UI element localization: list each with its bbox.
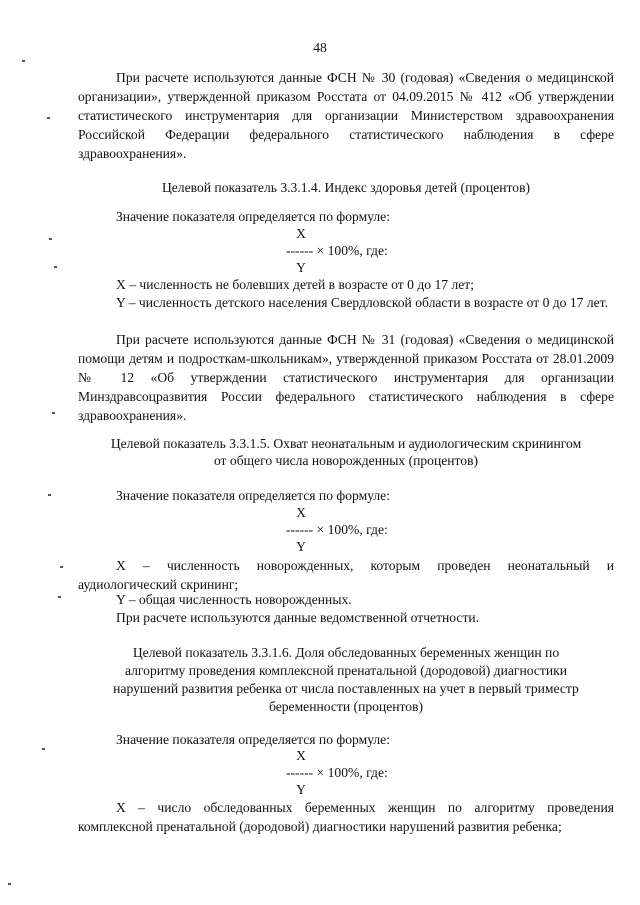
scan-mark <box>54 266 57 268</box>
formula-intro: Значение показателя определяется по формуле: <box>116 209 390 224</box>
formula-line: ------ × 100%, где: <box>286 522 388 537</box>
definition-x: X – число обследованных беременных женщин по алгоритму проведения комплексной пренатальной (дородовой) диагностики нарушений развития ребенка; <box>78 800 614 834</box>
formula-denominator: Y <box>296 539 306 554</box>
formula-intro: Значение показателя определяется по формуле: <box>116 488 390 503</box>
heading-indicator-3-3-1-5-line2: от общего числа новорожденных (процентов) <box>213 453 479 468</box>
definition-y: Y – общая численность новорожденных. <box>116 592 352 607</box>
heading-indicator-3-3-1-5-line1: Целевой показатель 3.3.1.5. Охват неонатальным и аудиологическим скринингом <box>110 436 582 451</box>
paragraph-fsn31: При расчете используются данные ФСН № 31 (годовая) «Сведения о медицинской помощи детям и подросткам-школьникам», утвержденной приказом Росстата от 28.01.2009 № 12 «Об утверждении статистического инструментария для организации Минздравсоцразвития России федерального статистического наблюдения в сфере здравоохранения». <box>78 332 614 423</box>
definition-y: Y – численность детского населения Свердловской области в возрасте от 0 до 17 лет. <box>116 295 609 310</box>
heading-indicator-3-3-1-6-line1: Целевой показатель 3.3.1.6. Доля обследованных беременных женщин по <box>132 645 560 660</box>
formula-numerator: X <box>296 748 306 763</box>
paragraph-departmental-reporting: При расчете используются данные ведомственной отчетности. <box>116 610 480 625</box>
formula-numerator: X <box>296 505 306 520</box>
formula-line: ------ × 100%, где: <box>286 765 388 780</box>
heading-indicator-3-3-1-6-line2: алгоритму проведения комплексной пренатальной (дородовой) диагностики <box>124 663 568 678</box>
formula-line: ------ × 100%, где: <box>286 243 388 258</box>
scan-mark <box>8 883 11 885</box>
scan-mark <box>48 494 51 496</box>
scan-mark <box>22 60 25 62</box>
page-number: 48 <box>313 40 327 55</box>
scan-mark <box>47 117 50 119</box>
heading-indicator-3-3-1-6-line3: нарушений развития ребенка от числа поставленных на учет в первый триместр <box>113 681 579 696</box>
definition-x: X – численность не болевших детей в возрасте от 0 до 17 лет; <box>116 277 474 292</box>
definition-x: X – численность новорожденных, которым проведен неонатальный и аудиологический скрининг; <box>78 558 614 592</box>
heading-indicator-3-3-1-6-line4: беременности (процентов) <box>268 699 424 714</box>
scan-mark <box>49 238 52 240</box>
scan-mark <box>60 566 63 568</box>
scan-mark <box>58 596 61 598</box>
formula-numerator: X <box>296 226 306 241</box>
scan-mark <box>42 748 45 750</box>
heading-indicator-3-3-1-4: Целевой показатель 3.3.1.4. Индекс здоровья детей (процентов) <box>161 180 531 195</box>
paragraph-fsn30: При расчете используются данные ФСН № 30 (годовая) «Сведения о медицинской организации», утвержденной приказом Росстата от 04.09.2015 № 412 «Об утверждении статистического инструментария для организации Министерством здравоохранения Российской Федерации федерального статистического наблюдения в сфере здравоохранения». <box>78 70 614 161</box>
scan-mark <box>52 412 55 414</box>
formula-denominator: Y <box>296 782 306 797</box>
formula-intro: Значение показателя определяется по формуле: <box>116 732 390 747</box>
formula-denominator: Y <box>296 260 306 275</box>
